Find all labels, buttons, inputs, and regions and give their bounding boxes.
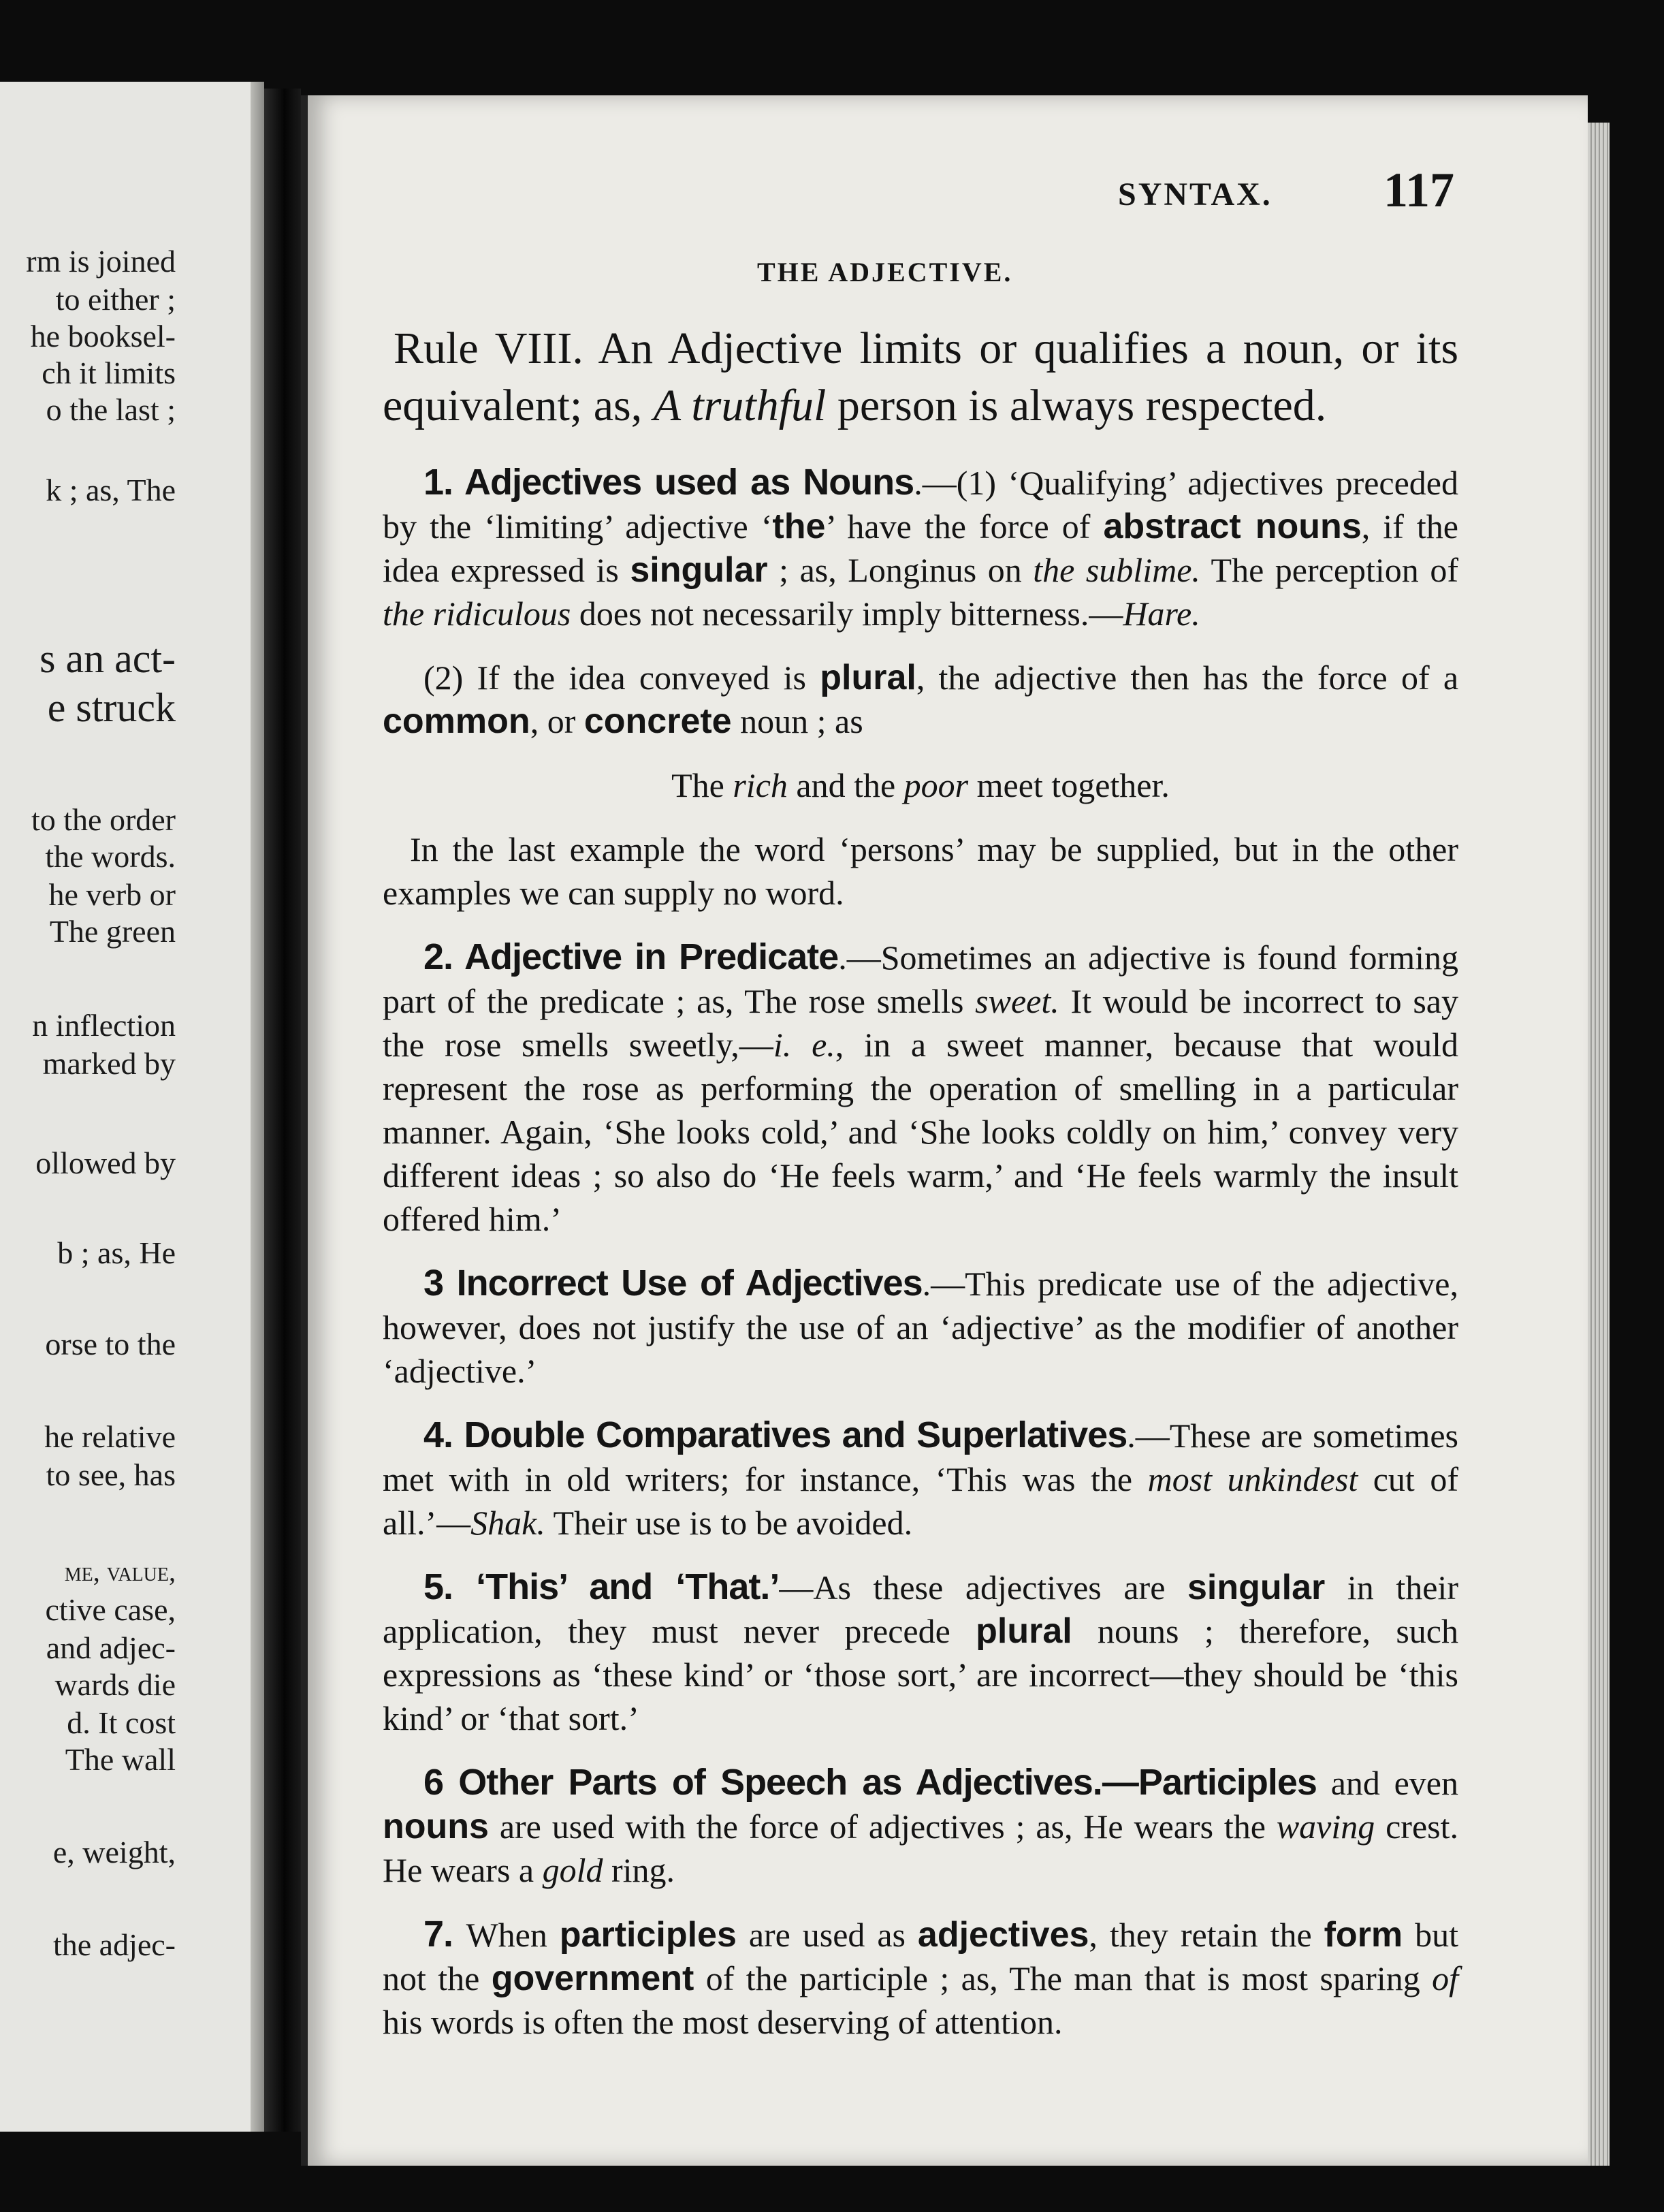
left-page-line: The green	[49, 914, 176, 949]
italic-text: rich	[733, 766, 788, 804]
paragraph-text: It would be incorrect to say the rose smells sweetly,—	[383, 982, 1459, 1064]
example-sentence	[383, 763, 1458, 807]
left-page-line: and adjec-	[46, 1630, 176, 1665]
keyword: singular	[1187, 1568, 1326, 1607]
paragraph-text: .—Sometimes an adjective is found forming part of the predicate ; as, The rose smells	[383, 938, 1458, 1020]
paragraph-last-example: In the last example the word ‘persons’ may be supplied, but in the other examples we can supply no word.	[383, 830, 1458, 912]
left-page-line: s an act-	[39, 636, 176, 681]
paragraph-text: ’ have the force of	[825, 507, 1104, 546]
paragraph-number: 5.	[423, 1566, 477, 1607]
keyword: singular	[630, 550, 768, 590]
page-number: 117	[1383, 163, 1455, 217]
left-page-line: b ; as, He	[57, 1235, 176, 1270]
paragraph-number: 6	[423, 1762, 459, 1803]
paragraph-text: and even	[1316, 1764, 1458, 1802]
paragraph-heading: Adjective in Predicate	[464, 936, 839, 977]
paragraph-text: does not necessarily imply bitterness.—	[571, 595, 1123, 633]
left-page-line: ch it limits	[42, 356, 176, 390]
paragraph-text: .—These are sometimes met with in old writers; for instance, ‘This was the	[383, 1417, 1458, 1498]
paragraph-text: , in a sweet manner, because that would represent the rose as performing the operation of smelling in a particular manner. Again, ‘She looks cold,’ and ‘She looks coldly on him,’ convey very different ideas ; so also do ‘He feels warm,’ and ‘He feels warmly the insult offered him.’	[383, 1026, 1459, 1238]
italic-text: the sublime.	[1033, 551, 1200, 589]
paragraph-number: 7.	[423, 1914, 466, 1955]
paragraph-adjectives-as-nouns	[383, 460, 1458, 635]
paragraph-text: noun ; as	[731, 702, 863, 740]
paragraph-participles	[383, 1912, 1458, 2044]
page-body	[383, 320, 1458, 2064]
keyword: nouns	[383, 1807, 489, 1846]
left-page-line: k ; as, The	[46, 473, 176, 507]
paragraph-heading: Incorrect Use of Adjectives	[456, 1263, 923, 1304]
page-edges	[1588, 123, 1610, 2166]
rule-statement	[383, 320, 1458, 434]
italic-text: sweet.	[975, 982, 1059, 1020]
left-page-line: to see, has	[46, 1457, 176, 1492]
left-page-line: marked by	[42, 1046, 176, 1081]
left-page-line: The wall	[65, 1742, 176, 1777]
paragraph-incorrect-use	[383, 1261, 1458, 1393]
italic-text: of	[1432, 1959, 1458, 1997]
paragraph-text: ; as, Longinus on	[767, 551, 1034, 589]
paragraph-text: , or	[530, 702, 584, 740]
keyword: government	[491, 1959, 694, 1998]
paragraph-this-and-that	[383, 1565, 1458, 1740]
paragraph-text: his words is often the most deserving of attention.	[383, 2003, 1063, 2041]
citation: Hare.	[1123, 595, 1200, 633]
paragraph-text: , they retain the	[1089, 1916, 1324, 1954]
left-page-line: to either ;	[55, 282, 176, 317]
left-page-line: e, weight,	[52, 1835, 176, 1869]
paragraph-other-parts-of-speech	[383, 1760, 1458, 1892]
paragraph-text: are used with the force of adjectives ; as, He wears the	[488, 1807, 1277, 1846]
example-text: and the	[787, 766, 904, 804]
running-head: SYNTAX.	[1118, 176, 1273, 212]
paragraph-text: in their application, they must never precede	[383, 1568, 1458, 1650]
paragraph-text: cut of all.’—	[383, 1460, 1458, 1542]
paragraph-plural-idea	[383, 656, 1458, 743]
paragraph-text: .—This predicate use of the adjective, however, does not justify the use of an ‘adjective’ as the modifier of another ‘adjective.’	[383, 1265, 1458, 1390]
paragraph-text: The perception of	[1200, 551, 1458, 589]
paragraph-text: of the participle ; as, The man that is most sparing	[694, 1959, 1433, 1997]
paragraph-adjective-in-predicate	[383, 935, 1458, 1241]
paragraph-text: .—(1) ‘Qualifying’ adjectives preceded by the ‘limiting’ adjective ‘	[383, 464, 1459, 546]
keyword: abstract nouns	[1103, 507, 1362, 546]
paragraph-text: ring.	[603, 1851, 675, 1889]
keyword: the	[772, 507, 826, 546]
left-page-line: me, value,	[64, 1556, 176, 1587]
left-page-line: he booksel-	[30, 319, 176, 353]
keyword: form	[1324, 1915, 1403, 1955]
right-page	[301, 95, 1588, 2166]
keyword: common	[383, 701, 530, 741]
keyword: concrete	[583, 701, 732, 741]
left-page-gutter	[251, 82, 264, 2132]
italic-text: most unkindest	[1147, 1460, 1358, 1498]
paragraph-text: When	[466, 1916, 560, 1954]
rule-example-italic: A truthful	[653, 381, 827, 430]
italic-text: i. e.	[773, 1026, 835, 1064]
left-page-line: he verb or	[48, 877, 176, 912]
italic-text: gold	[542, 1851, 603, 1889]
paragraph-double-comparatives	[383, 1413, 1458, 1545]
left-page-line: rm is joined	[26, 244, 176, 279]
keyword: adjectives	[917, 1915, 1089, 1955]
paragraph-number: 3	[423, 1263, 457, 1304]
keyword: plural	[976, 1611, 1072, 1651]
paragraph-text: , the adjective then has the force of a	[916, 659, 1459, 697]
left-page-line: the words.	[45, 839, 176, 874]
paragraph-heading: Adjectives used as Nouns	[464, 462, 914, 503]
paragraph-text: Their use is to be avoided.	[545, 1504, 913, 1542]
left-page	[0, 82, 264, 2132]
left-page-line: wards die	[54, 1667, 176, 1702]
keyword: plural	[820, 658, 916, 697]
paragraph-heading: Double Comparatives and Superlatives	[464, 1415, 1127, 1455]
paragraph-text: are used as	[736, 1916, 918, 1954]
italic-text: waving	[1276, 1807, 1375, 1846]
paragraph-text: crest. He wears a	[383, 1807, 1458, 1889]
book-spine	[264, 89, 301, 2132]
left-page-line: orse to the	[45, 1327, 176, 1361]
paragraph-text: but not the	[383, 1916, 1458, 1997]
left-page-line: e struck	[47, 685, 176, 730]
left-page-line: d. It cost	[67, 1705, 176, 1740]
rule-text: Rule VIII. An Adjective limits or qualifies a noun, or its equivalent; as,	[383, 323, 1458, 430]
left-page-line: the adjec-	[52, 1927, 176, 1962]
paragraph-number: 4.	[423, 1415, 464, 1455]
rule-text: person is always respected.	[826, 381, 1327, 430]
left-page-line: ctive case,	[45, 1592, 176, 1627]
left-page-line: to the order	[31, 802, 176, 837]
paragraph-number: 1.	[423, 462, 465, 503]
paragraph-text: —As these adjectives are	[779, 1568, 1187, 1607]
keyword: participles	[559, 1915, 737, 1955]
example-text: meet together.	[968, 766, 1170, 804]
italic-text: the ridiculous	[383, 595, 571, 633]
section-heading: THE ADJECTIVE.	[757, 257, 1013, 287]
paragraph-number: 2.	[423, 936, 465, 977]
left-page-line: he relative	[44, 1419, 176, 1454]
citation: Shak.	[470, 1504, 545, 1542]
italic-text: poor	[903, 766, 969, 804]
example-text: The	[671, 766, 733, 804]
paragraph-heading: ‘This’ and ‘That.’	[476, 1566, 780, 1607]
paragraph-text: , if the idea expressed is	[383, 507, 1458, 589]
paragraph-heading: Other Parts of Speech as Adjectives.—Participles	[458, 1762, 1317, 1803]
paragraph-text: (2) If the idea conveyed is	[423, 659, 820, 697]
paragraph-text: nouns ; therefore, such expressions as ‘these kind’ or ‘those sort,’ are incorrect—they should be ‘this kind’ or ‘that sort.’	[383, 1612, 1458, 1737]
left-page-line: n inflection	[32, 1008, 176, 1043]
left-page-line: ollowed by	[35, 1146, 176, 1180]
left-page-line: o the last ;	[46, 392, 176, 427]
